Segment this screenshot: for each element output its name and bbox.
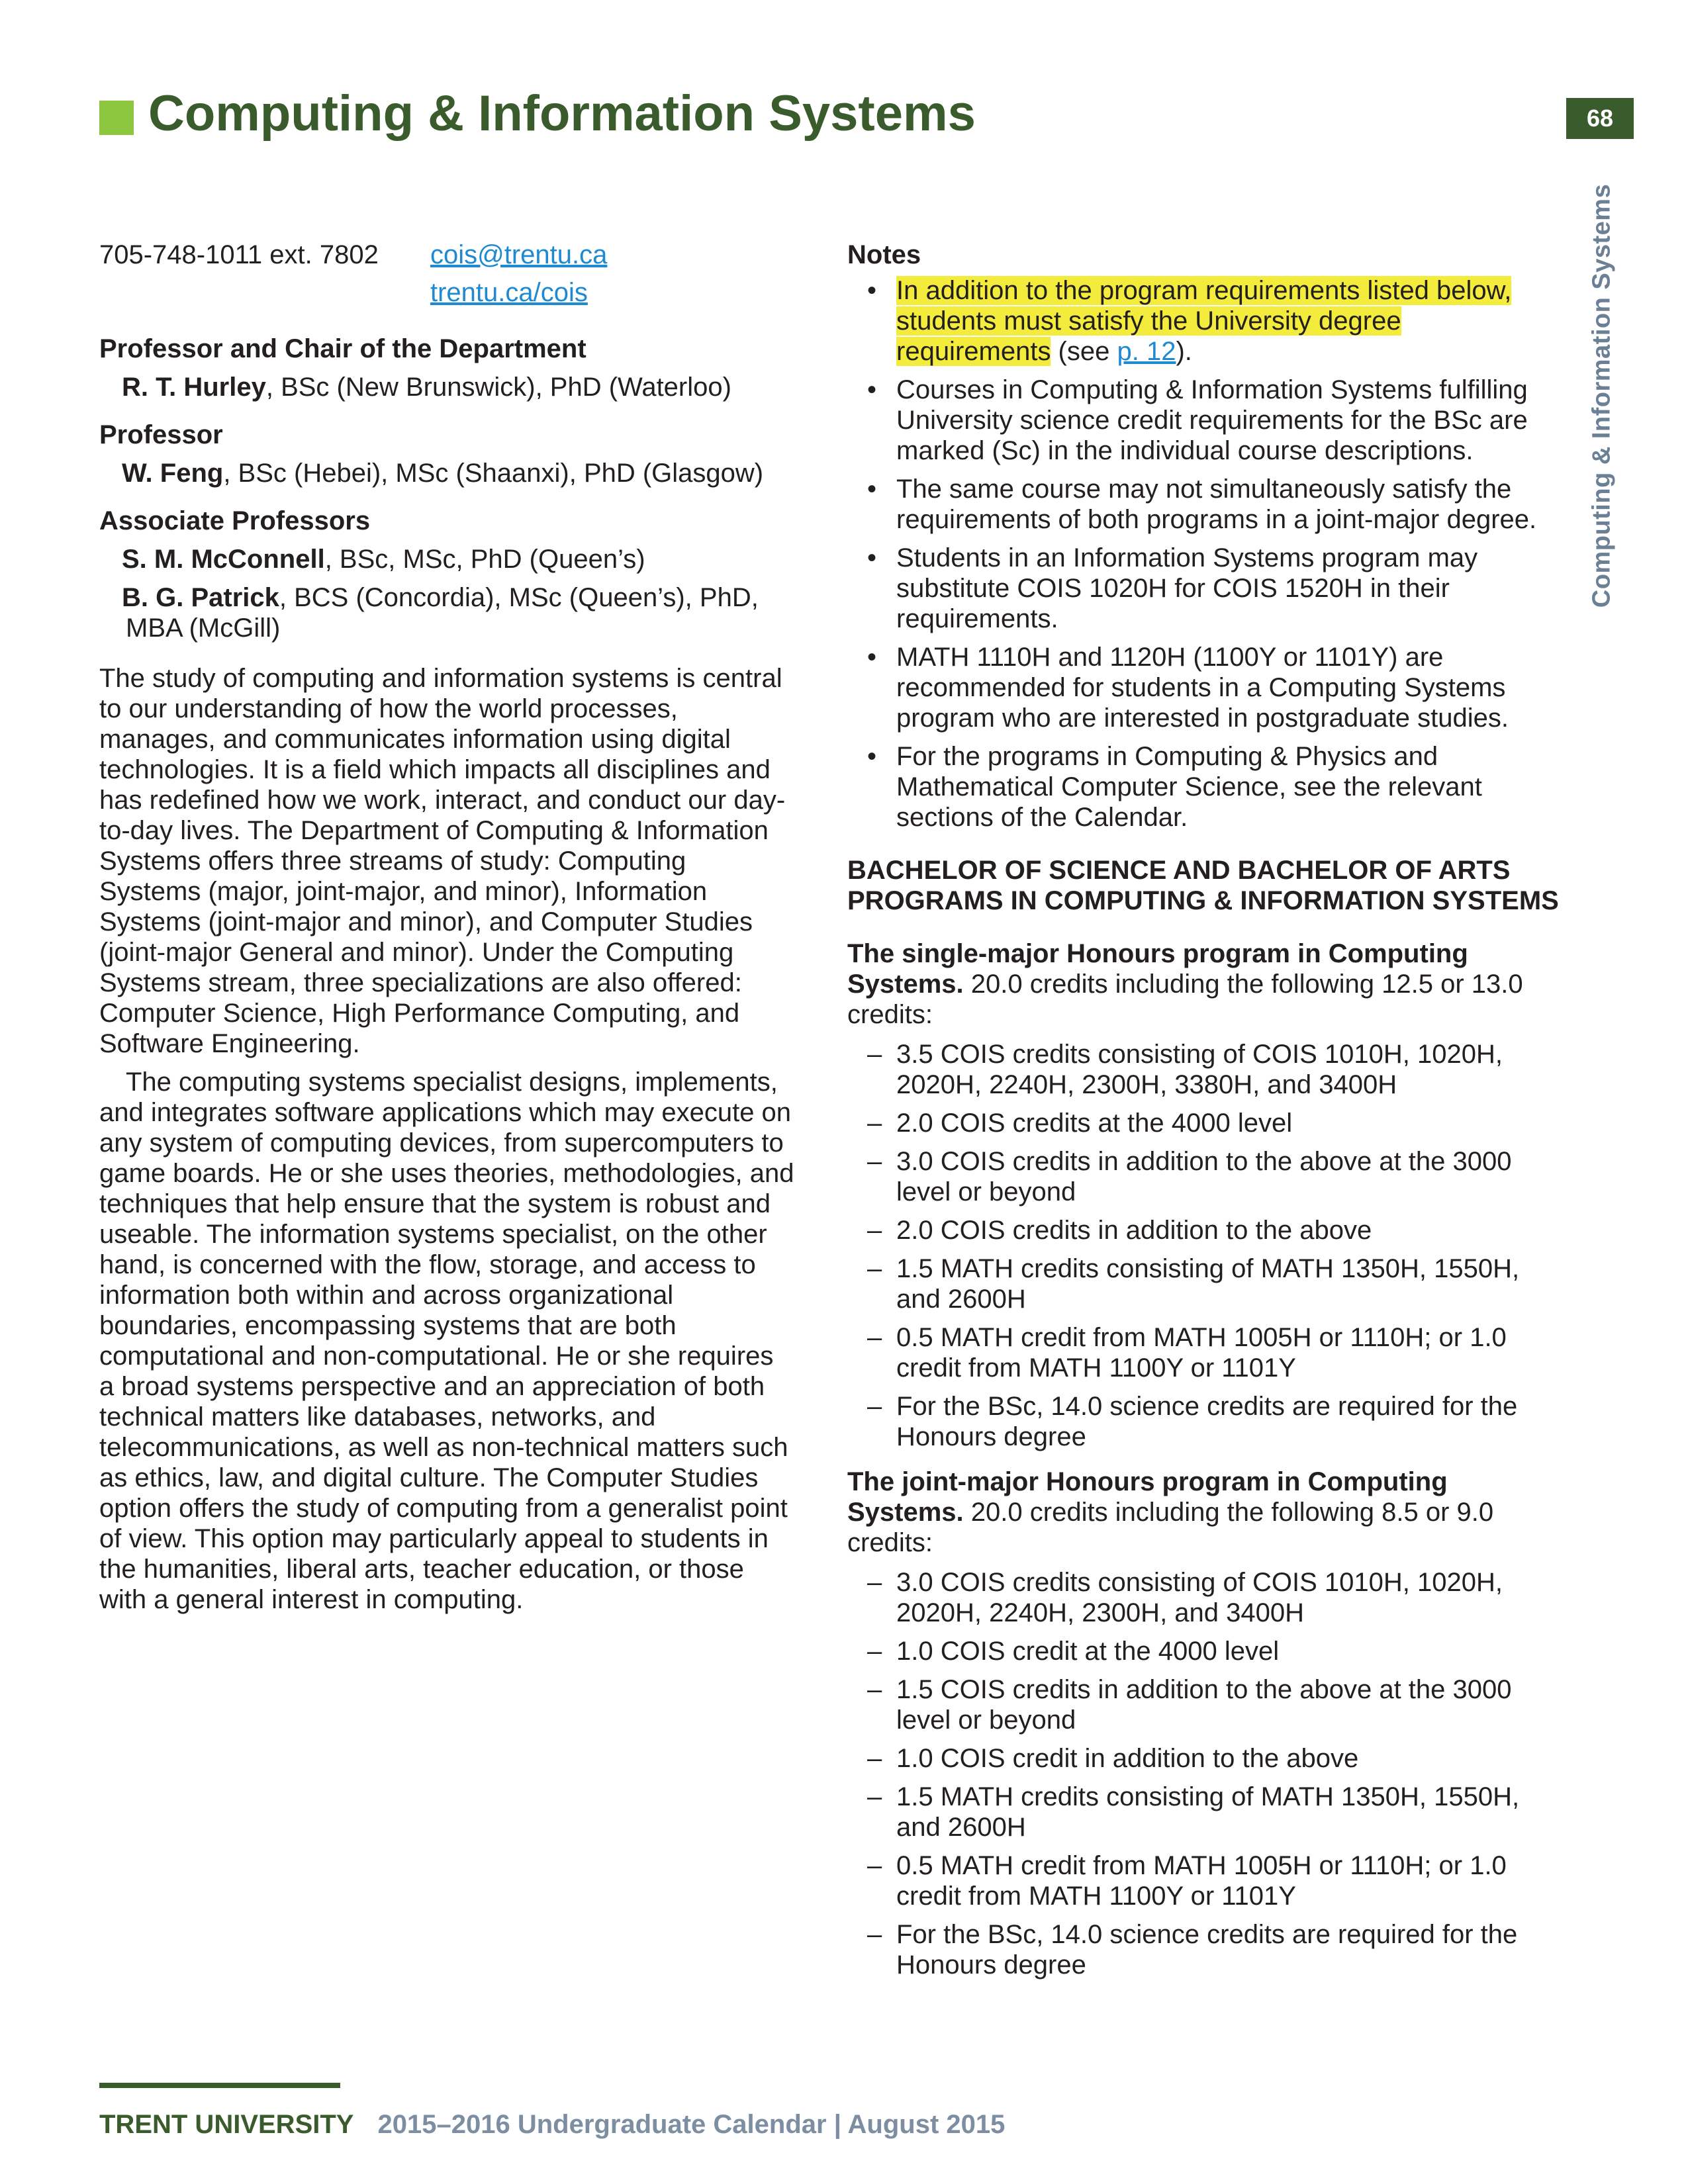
requirement-item: – 3.0 COIS credits consisting of COIS 1010H, 1020H, 2020H, 2240H, 2300H, and 3400H [847,1567,1562,1628]
note-item: • Students in an Information Systems program may substitute COIS 1020H for COIS 1520H in their requirements. [847,543,1562,634]
faculty-name: S. M. McConnell [122,545,325,574]
email-link[interactable]: cois@trentu.ca [430,240,608,269]
requirement-item: – 1.0 COIS credit in addition to the above [847,1743,1562,1774]
side-section-tab [1582,171,1622,621]
faculty-credentials: , BSc, MSc, PhD (Queen’s) [324,545,645,574]
faculty-name: B. G. Patrick [122,583,279,612]
requirement-item: – 3.0 COIS credits in addition to the above at the 3000 level or beyond [847,1146,1562,1207]
faculty-name: R. T. Hurley [122,373,266,402]
requirement-item: – 1.5 MATH credits consisting of MATH 1350H, 1550H, and 2600H [847,1782,1562,1843]
website-link[interactable]: trentu.ca/cois [430,278,588,307]
faculty-heading-associate: Associate Professors [99,506,371,535]
phone-number: 705-748-1011 ext. 7802 [99,240,379,269]
page-title: Computing & Information Systems [148,85,976,142]
section-heading: BACHELOR OF SCIENCE AND BACHELOR OF ARTS PROGRAMS IN COMPUTING & INFORMATION SYSTEMS [847,856,1559,915]
note-text: (see [1051,337,1117,366]
faculty-heading-chair: Professor and Chair of the Department [99,334,586,363]
page-footer [99,2110,1005,2140]
contact-block [99,240,794,314]
requirement-item: – 0.5 MATH credit from MATH 1005H or 1110H; or 1.0 credit from MATH 1100Y or 1101Y [847,1322,1562,1383]
left-column [99,240,794,1615]
requirement-item: – 3.5 COIS credits consisting of COIS 1010H, 1020H, 2020H, 2240H, 2300H, 3380H, and 3400H [847,1039,1562,1100]
page-reference-link[interactable]: p. 12 [1117,337,1176,366]
program-title: The joint-major Honours program in Computing Systems. [847,1467,1448,1527]
faculty-heading-professor: Professor [99,420,223,449]
requirement-item: – 1.0 COIS credit at the 4000 level [847,1636,1562,1666]
requirements-list [847,1039,1562,1452]
right-column [847,240,1562,1988]
note-item: • For the programs in Computing & Physics and Mathematical Computer Science, see the relevant sections of the Calendar. [847,741,1562,833]
note-text: ). [1176,337,1192,366]
requirements-list [847,1567,1562,1980]
notes-list [847,275,1562,833]
faculty-credentials: , BSc (New Brunswick), PhD (Waterloo) [265,373,731,402]
requirement-item: – 1.5 COIS credits in addition to the above at the 3000 level or beyond [847,1674,1562,1735]
footer-university: TRENT UNIVERSITY [99,2110,354,2139]
side-tab-label: Computing & Information Systems [1587,183,1616,608]
page-number-badge: 68 [1566,98,1634,139]
program-summary: 20.0 credits including the following 8.5 or 9.0 credits: [847,1498,1494,1557]
footer-rule [99,2083,340,2088]
requirement-item: – 1.5 MATH credits consisting of MATH 1350H, 1550H, and 2600H [847,1253,1562,1314]
intro-paragraph: The computing systems specialist designs, implements, and integrates software applications which may execute on any system of computing devices, from supercomputers to game boards. He or she uses theories, methodologies, and techniques that help ensure that the system is robust and useable. The information systems specialist, on the other hand, is concerned with the flow, storage, and access to information both within and across organizational boundaries, encompassing systems that are both computational and non-computational. He or she requires a broad systems perspective and an appreciation of both technical matters like databases, networks, and telecommunications, as well as non-technical matters such as ethics, law, and digital culture. The Computer Studies option offers the study of computing from a generalist point of view. This option may particularly appeal to students in the humanities, liberal arts, teacher education, or those with a general interest in computing. [99,1068,794,1614]
faculty-credentials: , BCS (Concordia), MSc (Queen’s), PhD, MBA (McGill) [126,583,759,643]
intro-paragraph: The study of computing and information systems is central to our understanding of how the world processes, manages, and communicates information using digital technologies. It is a field which impacts all disciplines and has redefined how we work, interact, and conduct our day-to-day lives. The Department of Computing & Information Systems offers three streams of study: Computing Systems (major, joint-major, and minor), Information Systems (joint-major and minor), and Computer Studies (joint-major General and minor). Under the Computing Systems stream, three specializations are also offered: Computer Science, High Performance Computing, and Software Engineering. [99,664,786,1058]
requirement-item: – 0.5 MATH credit from MATH 1005H or 1110H; or 1.0 credit from MATH 1100Y or 1101Y [847,1850,1562,1911]
highlighted-text: In addition to the program requirements listed below, students must satisfy the University degree requirements [896,276,1512,366]
program-summary: 20.0 credits including the following 12.5 or 13.0 credits: [847,970,1523,1029]
program-heading [847,1467,1562,1558]
note-item: • The same course may not simultaneously satisfy the requirements of both programs in a joint-major degree. [847,474,1562,535]
faculty-list [99,334,794,643]
faculty-member [99,458,794,488]
requirement-item: – 2.0 COIS credits in addition to the above [847,1215,1562,1246]
note-item [847,275,1562,367]
faculty-credentials: , BSc (Hebei), MSc (Shaanxi), PhD (Glasgow) [223,459,764,488]
faculty-name: W. Feng [122,459,224,488]
requirement-item: – 2.0 COIS credits at the 4000 level [847,1108,1562,1138]
requirement-item: – For the BSc, 14.0 science credits are required for the Honours degree [847,1919,1562,1980]
faculty-member [99,544,794,574]
footer-calendar: 2015–2016 Undergraduate Calendar | August 2015 [377,2110,1006,2139]
program-title: The single-major Honours program in Computing Systems. [847,939,1468,999]
faculty-member [99,582,794,643]
note-item: • MATH 1110H and 1120H (1100Y or 1101Y) are recommended for students in a Computing Systems program who are interested in postgraduate studies. [847,642,1562,733]
note-item: • Courses in Computing & Information Systems fulfilling University science credit requirements for the BSc are marked (Sc) in the individual course descriptions. [847,375,1562,466]
faculty-member [99,372,794,402]
notes-heading: Notes [847,240,921,269]
program-heading [847,938,1562,1030]
title-marker-square [99,101,134,135]
requirement-item: – For the BSc, 14.0 science credits are required for the Honours degree [847,1391,1562,1452]
